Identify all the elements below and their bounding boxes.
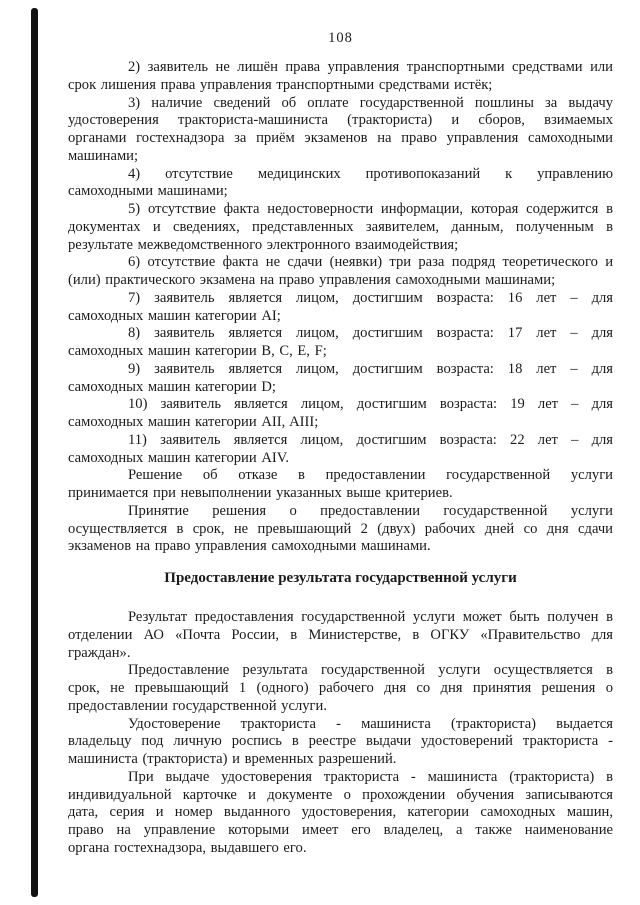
text-line: 2) заявитель не лишён права управления транспортными средствами или bbox=[128, 59, 613, 75]
text-line: Решение об отказе в предоставлении государственной услуги bbox=[128, 467, 613, 484]
text-line: удостоверения тракториста-машиниста (тракториста) и сборов, взимаемых bbox=[68, 112, 613, 129]
paragraph bbox=[68, 254, 613, 290]
paragraph bbox=[68, 609, 613, 662]
text-line: машинами; bbox=[68, 147, 139, 164]
text-line: граждан». bbox=[68, 644, 131, 661]
text-line: осуществляется в срок, не превышающий 2 (двух) рабочих дней со дня сдачи bbox=[68, 520, 613, 537]
text-line: предоставлении государственной услуги. bbox=[68, 697, 327, 714]
paragraph bbox=[68, 503, 613, 556]
text-line: Результат предоставления государственной услуги может быть получен в bbox=[128, 609, 613, 625]
text-line: 4) отсутствие медицинских противопоказаний к управлению bbox=[128, 165, 613, 182]
text-line: самоходных машин категории AI; bbox=[68, 307, 281, 324]
page-content bbox=[68, 0, 613, 858]
text-line: результате межведомственного электронного взаимодействия; bbox=[68, 236, 459, 253]
text-line: отделении АО «Почта России, в Министерстве, в ОГКУ «Правительство для bbox=[68, 626, 613, 643]
text-line: 10) заявитель является лицом, достигшим возраста: 19 лет – для bbox=[128, 396, 613, 413]
paragraph bbox=[68, 467, 613, 503]
text-line: При выдаче удостоверения тракториста - машиниста (тракториста) в bbox=[128, 768, 613, 785]
text-line: самоходных машин категории AIV. bbox=[68, 449, 290, 466]
paragraph bbox=[68, 662, 613, 715]
paragraph bbox=[68, 716, 613, 769]
paragraph bbox=[68, 325, 613, 361]
text-line: самоходными машинами; bbox=[68, 183, 228, 200]
text-line: органами гостехнадзора за приём экзаменов на право управления самоходными bbox=[68, 130, 613, 146]
text-line: индивидуальной карточке и документе о прохождении обучения записываются bbox=[68, 786, 613, 803]
paragraph bbox=[68, 769, 613, 858]
text-line: 8) заявитель является лицом, достигшим возраста: 17 лет – для bbox=[128, 325, 613, 342]
text-line: Удостоверение тракториста - машиниста (тракториста) выдается bbox=[128, 715, 613, 732]
body-text-block-2 bbox=[68, 609, 613, 858]
text-line: органа гостехнадзора, выдавшего его. bbox=[68, 839, 307, 856]
section-heading: Предоставление результата государственной услуги bbox=[164, 570, 517, 586]
body-text-block-1 bbox=[68, 59, 613, 556]
paragraph bbox=[68, 361, 613, 397]
text-line: Предоставление результата государственной услуги осуществляется в bbox=[128, 662, 613, 679]
scan-edge-artifact bbox=[31, 8, 38, 897]
text-line: самоходных машин категории D; bbox=[68, 378, 276, 395]
text-line: 7) заявитель является лицом, достигшим возраста: 16 лет – для bbox=[128, 289, 613, 306]
text-line: 9) заявитель является лицом, достигшим возраста: 18 лет – для bbox=[128, 360, 613, 377]
text-line: 3) наличие сведений об оплате государственной пошлины за выдачу bbox=[128, 94, 613, 111]
text-line: самоходных машин категории AII, AIII; bbox=[68, 414, 319, 430]
paragraph bbox=[68, 290, 613, 326]
text-line: самоходных машин категории B, C, E, F; bbox=[68, 343, 327, 359]
text-line: срок, не превышающий 1 (одного) рабочего дня со дня принятия решения о bbox=[68, 680, 613, 696]
paragraph bbox=[68, 166, 613, 202]
text-line: документах и сведениях, представленных заявителем, данным, полученным в bbox=[68, 218, 613, 235]
text-line: дата, серия и номер выданного удостоверения, категории самоходных машин, bbox=[68, 804, 613, 821]
paragraph bbox=[68, 59, 613, 95]
paragraph bbox=[68, 432, 613, 468]
text-line: владельцу под личную роспись в реестре выдачи удостоверений тракториста - bbox=[68, 733, 613, 750]
text-line: срок лишения права управления транспортными средствами истёк; bbox=[68, 76, 493, 93]
paragraph bbox=[68, 396, 613, 432]
text-line: экзаменов на право управления самоходными машинами. bbox=[68, 538, 431, 555]
text-line: право на управление которыми имеет его владелец, а также наименование bbox=[68, 822, 613, 838]
text-line: машиниста (тракториста) и временных разрешений. bbox=[68, 751, 397, 767]
paragraph bbox=[68, 201, 613, 254]
text-line: 5) отсутствие факта недостоверности информации, которая содержится в bbox=[128, 201, 613, 217]
page-number: 108 bbox=[328, 30, 353, 46]
text-line: 6) отсутствие факта не сдачи (неявки) три раза подряд теоретического и bbox=[128, 254, 613, 271]
text-line: (или) практического экзамена на право управления самоходными машинами; bbox=[68, 272, 556, 288]
paragraph bbox=[68, 95, 613, 166]
text-line: 11) заявитель является лицом, достигшим возраста: 22 лет – для bbox=[128, 431, 613, 448]
text-line: принимается при невыполнении указанных выше критериев. bbox=[68, 485, 453, 501]
text-line: Принятие решения о предоставлении государственной услуги bbox=[128, 502, 613, 519]
